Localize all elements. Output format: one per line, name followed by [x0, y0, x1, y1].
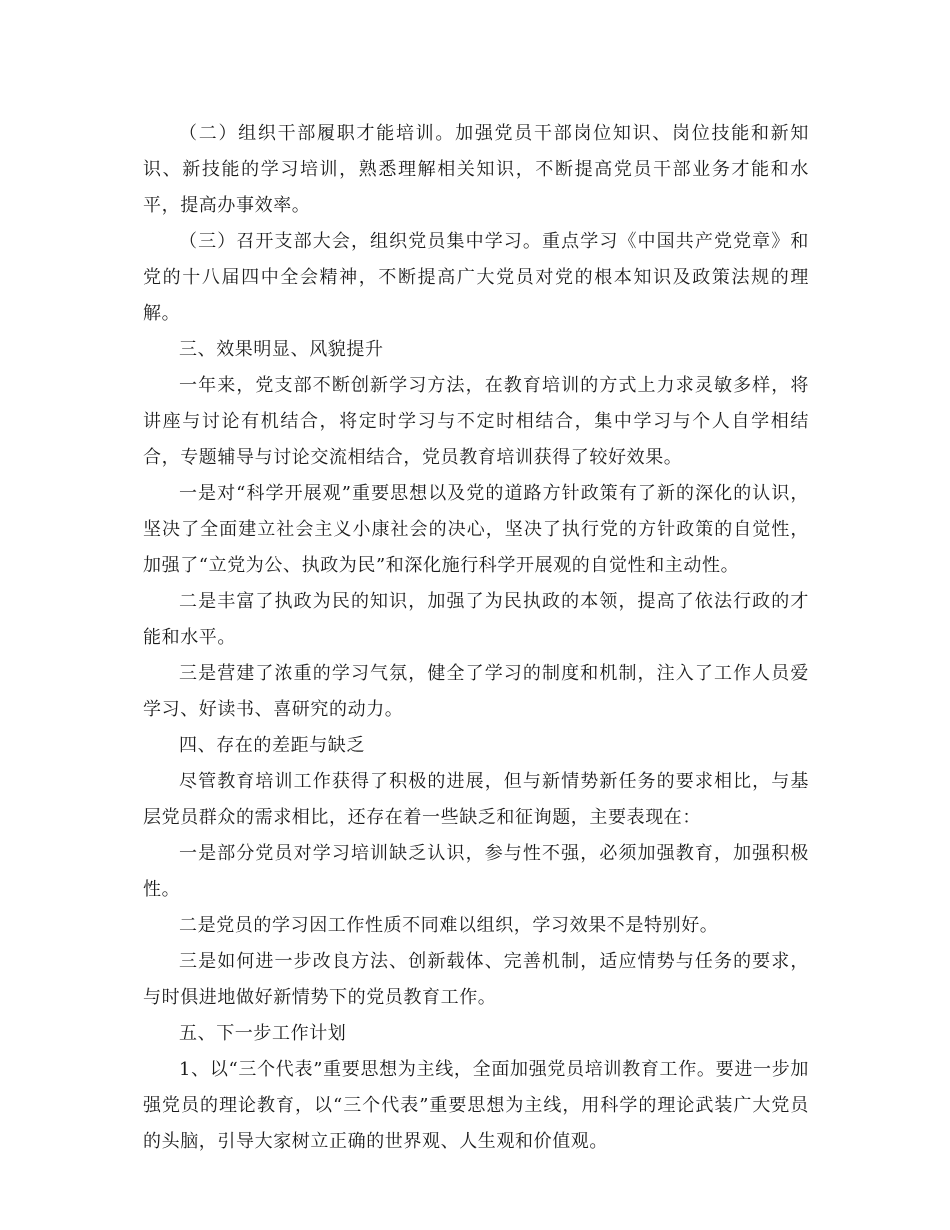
section-heading-next-plan: 五、下一步工作计划: [179, 1023, 347, 1044]
paragraph-results-summary: 一年来，党支部不断创新学习方法，在教育培训的方式上力求灵敏多样，将讲座与讨论有机结合，将定时学习与不定时相结合，集中学习与个人自学相结合，专题辅导与讨论交流相结合，党员教育培训获得了较好效果。: [143, 375, 809, 468]
paragraph-result-two: 二是丰富了执政为民的知识，加强了为民执政的本领，提高了依法行政的才能和水平。: [143, 591, 809, 648]
document-body: [143, 116, 809, 1160]
section-heading-results: 三、效果明显、风貌提升: [179, 339, 384, 360]
section-heading-gaps: 四、存在的差距与缺乏: [179, 735, 365, 756]
paragraph-plan-one: 1、以“三个代表”重要思想为主线，全面加强党员培训教育工作。要进一步加强党员的理论教育，以“三个代表”重要思想为主线，用科学的理论武装广大党员的头脑，引导大家树立正确的世界观、人生观和价值观。: [143, 1059, 809, 1152]
paragraph-branch-meeting: （三）召开支部大会，组织党员集中学习。重点学习《中国共产党党章》和党的十八届四中全会精神，不断提高广大党员对党的根本知识及政策法规的理解。: [143, 231, 809, 324]
paragraph-training-cadres: （二）组织干部履职才能培训。加强党员干部岗位知识、岗位技能和新知识、新技能的学习培训，熟悉理解相关知识，不断提高党员干部业务才能和水平，提高办事效率。: [143, 123, 809, 216]
paragraph-gap-two: 二是党员的学习因工作性质不同难以组织，学习效果不是特别好。: [179, 915, 719, 936]
paragraph-gap-one: 一是部分党员对学习培训缺乏认识，参与性不强，必须加强教育，加强积极性。: [143, 843, 809, 900]
paragraph-result-one: 一是对“科学开展观”重要思想以及党的道路方针政策有了新的深化的认识，坚决了全面建立社会主义小康社会的决心，坚决了执行党的方针政策的自觉性，加强了“立党为公、执政为民”和深化施行科学开展观的自觉性和主动性。: [143, 483, 809, 576]
paragraph-gaps-summary: 尽管教育培训工作获得了积极的进展，但与新情势新任务的要求相比，与基层党员群众的需求相比，还存在着一些缺乏和征询题，主要表现在：: [143, 771, 809, 828]
paragraph-gap-three: 三是如何进一步改良方法、创新载体、完善机制，适应情势与任务的要求，与时俱进地做好新情势下的党员教育工作。: [143, 951, 809, 1008]
paragraph-result-three: 三是营建了浓重的学习气氛，健全了学习的制度和机制，注入了工作人员爱学习、好读书、喜研究的动力。: [143, 663, 809, 720]
